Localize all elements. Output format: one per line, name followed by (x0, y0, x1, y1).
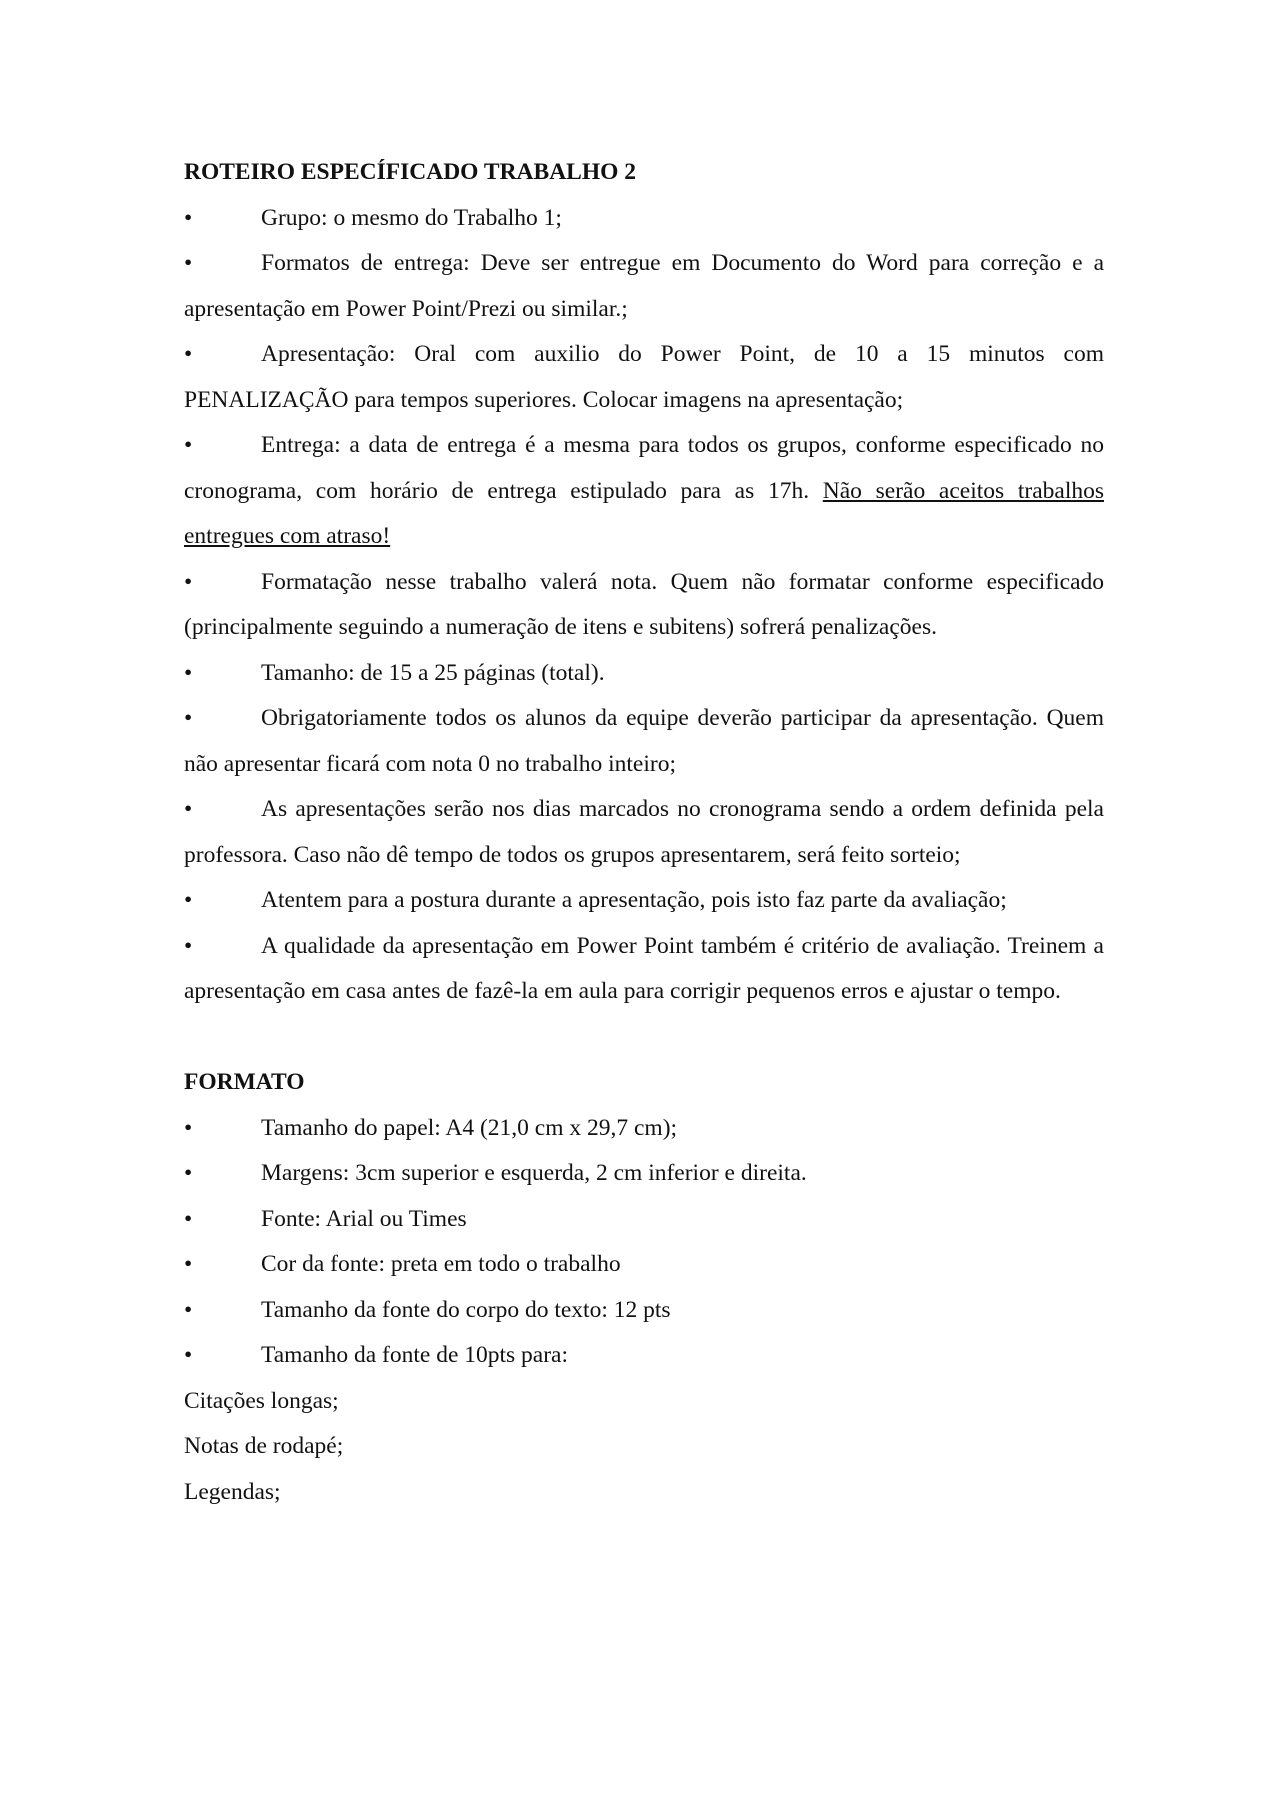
list-item (184, 787, 1104, 878)
list-item-text: Tamanho da fonte do corpo do texto: 12 pts (261, 1296, 671, 1323)
formato-list (184, 1106, 1104, 1379)
list-item (184, 332, 1104, 423)
list-item-text: Tamanho: de 15 a 25 páginas (total). (261, 659, 605, 686)
section-title-roteiro: ROTEIRO ESPECÍFICADO TRABALHO 2 (184, 159, 637, 185)
bullet-icon: • (184, 1205, 193, 1232)
list-item (184, 1288, 1104, 1334)
bullet-icon: • (184, 204, 193, 231)
list-item (184, 1197, 1104, 1243)
list-item-text: Tamanho do papel: A4 (21,0 cm x 29,7 cm); (261, 1114, 678, 1141)
bullet-icon: • (184, 659, 193, 686)
underlined-warning: Não serão aceitos trabalhos entregues com atraso! (184, 477, 1104, 549)
bullet-icon: • (184, 1296, 193, 1323)
bullet-icon: • (184, 705, 193, 731)
list-item-text: Fonte: Arial ou Times (261, 1205, 467, 1232)
bullet-icon: • (184, 1160, 193, 1186)
list-item (184, 241, 1104, 332)
list-item-text: Tamanho da fonte de 10pts para: (261, 1342, 569, 1368)
bullet-icon: • (184, 568, 193, 595)
bullet-icon: • (184, 796, 193, 822)
list-item-text: Atentem para a postura durante a apresentação, pois isto faz parte da avaliação; (261, 887, 1007, 913)
list-item-text: Cor da fonte: preta em todo o trabalho (261, 1251, 621, 1277)
bullet-icon: • (184, 1342, 193, 1368)
list-item-text: Formatos de entrega: Deve ser entregue em Documento do Word para correção e a apresentação em Power Point/Prezi ou similar.; (184, 250, 1104, 322)
list-item (184, 924, 1104, 1015)
roteiro-list (184, 196, 1104, 1015)
list-item-text: Apresentação: Oral com auxilio do Power Point, de 10 a 15 minutos com PENALIZAÇÃO para tempos superiores. Colocar imagens na apresentação; (184, 341, 1104, 413)
list-item-text: Formatação nesse trabalho valerá nota. Quem não formatar conforme especificado (principalmente seguindo a numeração de itens e subitens) sofrerá penalizações. (184, 568, 1104, 640)
list-item (184, 1333, 1104, 1379)
list-item-text: Obrigatoriamente todos os alunos da equipe deverão participar da apresentação. Quem não apresentar ficará com nota 0 no trabalho inteiro; (184, 705, 1104, 777)
document-page (184, 150, 1104, 1515)
list-item-text: A qualidade da apresentação em Power Point também é critério de avaliação. Treinem a apresentação em casa antes de fazê-la em aula para corrigir pequenos erros e ajustar o tempo. (184, 932, 1104, 1004)
subline: Citações longas; (184, 1387, 339, 1414)
section-spacer (184, 1015, 1104, 1061)
list-item (184, 196, 1104, 242)
subline: Notas de rodapé; (184, 1433, 344, 1459)
list-item-text: Entrega: a data de entrega é a mesma para todos os grupos, conforme especificado no cronograma, com horário de entrega estipulado para as 17h. (184, 432, 1104, 504)
list-item (184, 1242, 1104, 1288)
list-item (184, 878, 1104, 924)
bullet-icon: • (184, 341, 193, 367)
bullet-icon: • (184, 932, 193, 959)
list-item-text: Margens: 3cm superior e esquerda, 2 cm inferior e direita. (261, 1160, 807, 1186)
bullet-icon: • (184, 250, 193, 276)
list-item (184, 1106, 1104, 1152)
bullet-icon: • (184, 887, 193, 913)
bullet-icon: • (184, 432, 193, 458)
bullet-icon: • (184, 1251, 193, 1277)
list-item-text: Grupo: o mesmo do Trabalho 1; (261, 204, 562, 231)
list-item-text: As apresentações serão nos dias marcados no cronograma sendo a ordem definida pela professora. Caso não dê tempo de todos os grupos apresentarem, será feito sorteio; (184, 796, 1104, 868)
list-item (184, 560, 1104, 651)
bullet-icon: • (184, 1114, 193, 1141)
list-item (184, 423, 1104, 560)
section-title-formato: FORMATO (184, 1069, 305, 1095)
subline: Legendas; (184, 1478, 281, 1505)
list-item (184, 696, 1104, 787)
list-item (184, 651, 1104, 697)
list-item (184, 1151, 1104, 1197)
